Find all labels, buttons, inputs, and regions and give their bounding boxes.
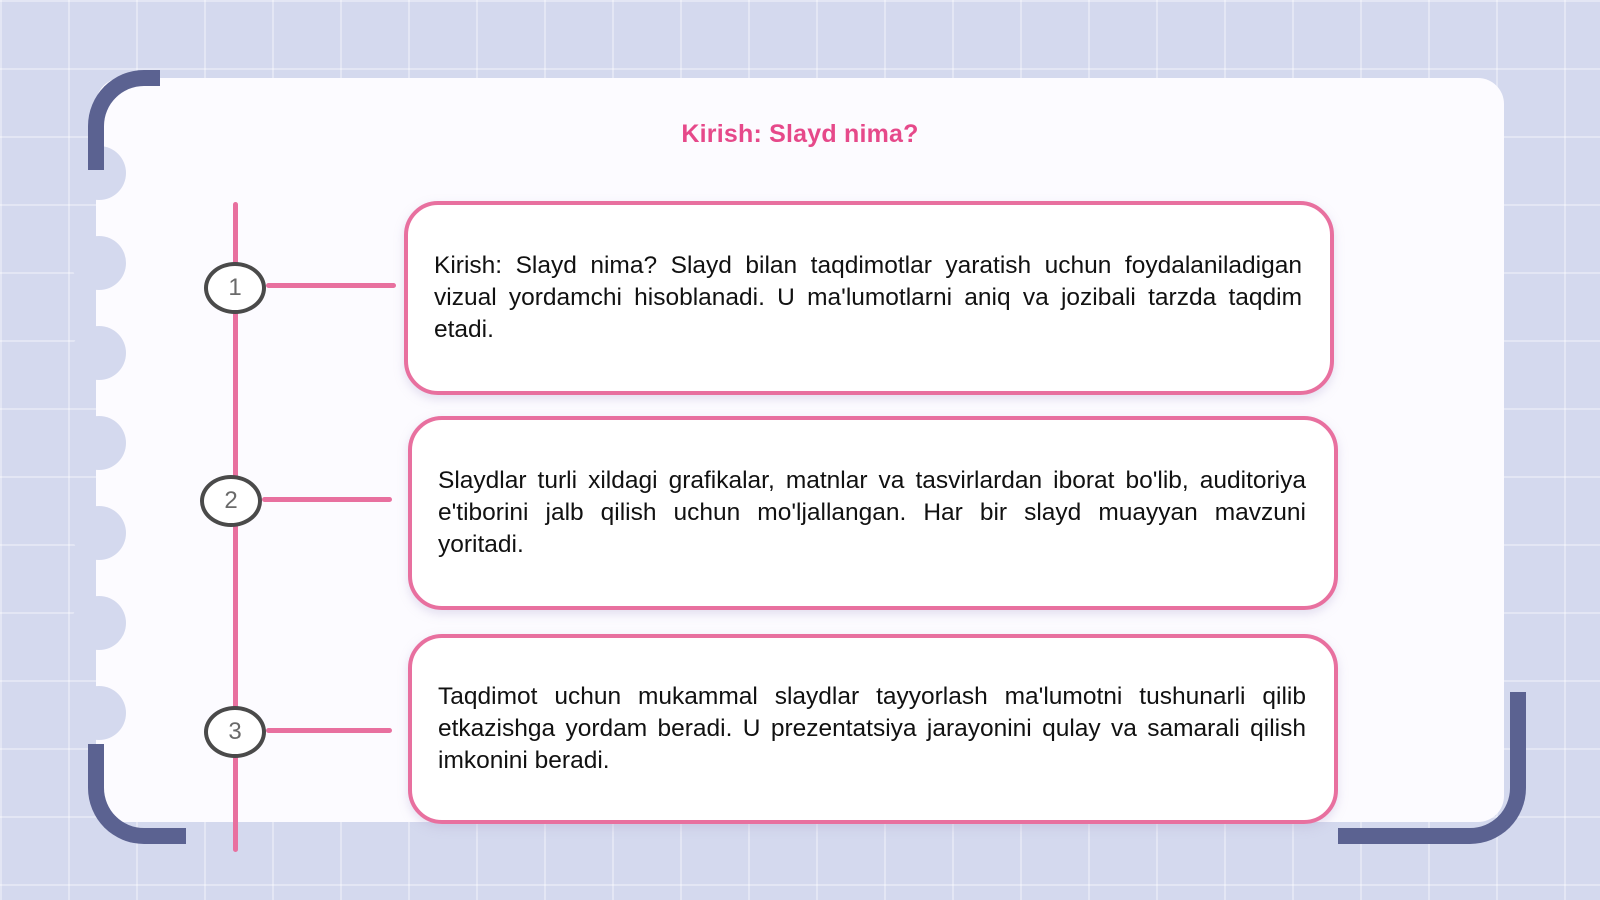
torn-edge-notch: [72, 686, 126, 740]
step-marker-2: 2: [200, 475, 262, 527]
info-card-2: [408, 416, 1338, 610]
timeline-connector: [262, 497, 392, 502]
timeline-connector: [266, 283, 396, 288]
slide-title: Kirish: Slayd nima?: [681, 120, 919, 148]
info-card-1: [404, 201, 1334, 395]
card-text: Kirish: Slayd nima? Slayd bilan taqdimotlar yaratish uchun foydalaniladigan vizual yordamchi hisoblanadi. U ma'lumotlarni aniq va jozibali tarzda taqdim etadi.: [434, 252, 1302, 343]
timeline-connector: [266, 728, 392, 733]
card-text: Taqdimot uchun mukammal slaydlar tayyorlash ma'lumotni tushunarli qilib etkazishga yordam beradi. U prezentatsiya jarayonini qulay va samarali qilish imkonini beradi.: [438, 683, 1306, 774]
torn-edge-notch: [72, 416, 126, 470]
corner-bracket-bottom-right: [1338, 692, 1526, 844]
info-card-3: [408, 634, 1338, 824]
step-marker-3: 3: [204, 706, 266, 758]
torn-edge-notch: [72, 326, 126, 380]
torn-edge-notch: [72, 596, 126, 650]
torn-edge-notch: [72, 506, 126, 560]
corner-bracket-bottom-left: [88, 744, 186, 844]
step-marker-1: 1: [204, 262, 266, 314]
card-text: Slaydlar turli xildagi grafikalar, matnlar va tasvirlardan iborat bo'lib, auditoriya e'tiborini jalb qilish uchun mo'ljallangan. Har bir slayd muayyan mavzuni yoritadi.: [438, 467, 1306, 558]
torn-edge-notch: [72, 236, 126, 290]
